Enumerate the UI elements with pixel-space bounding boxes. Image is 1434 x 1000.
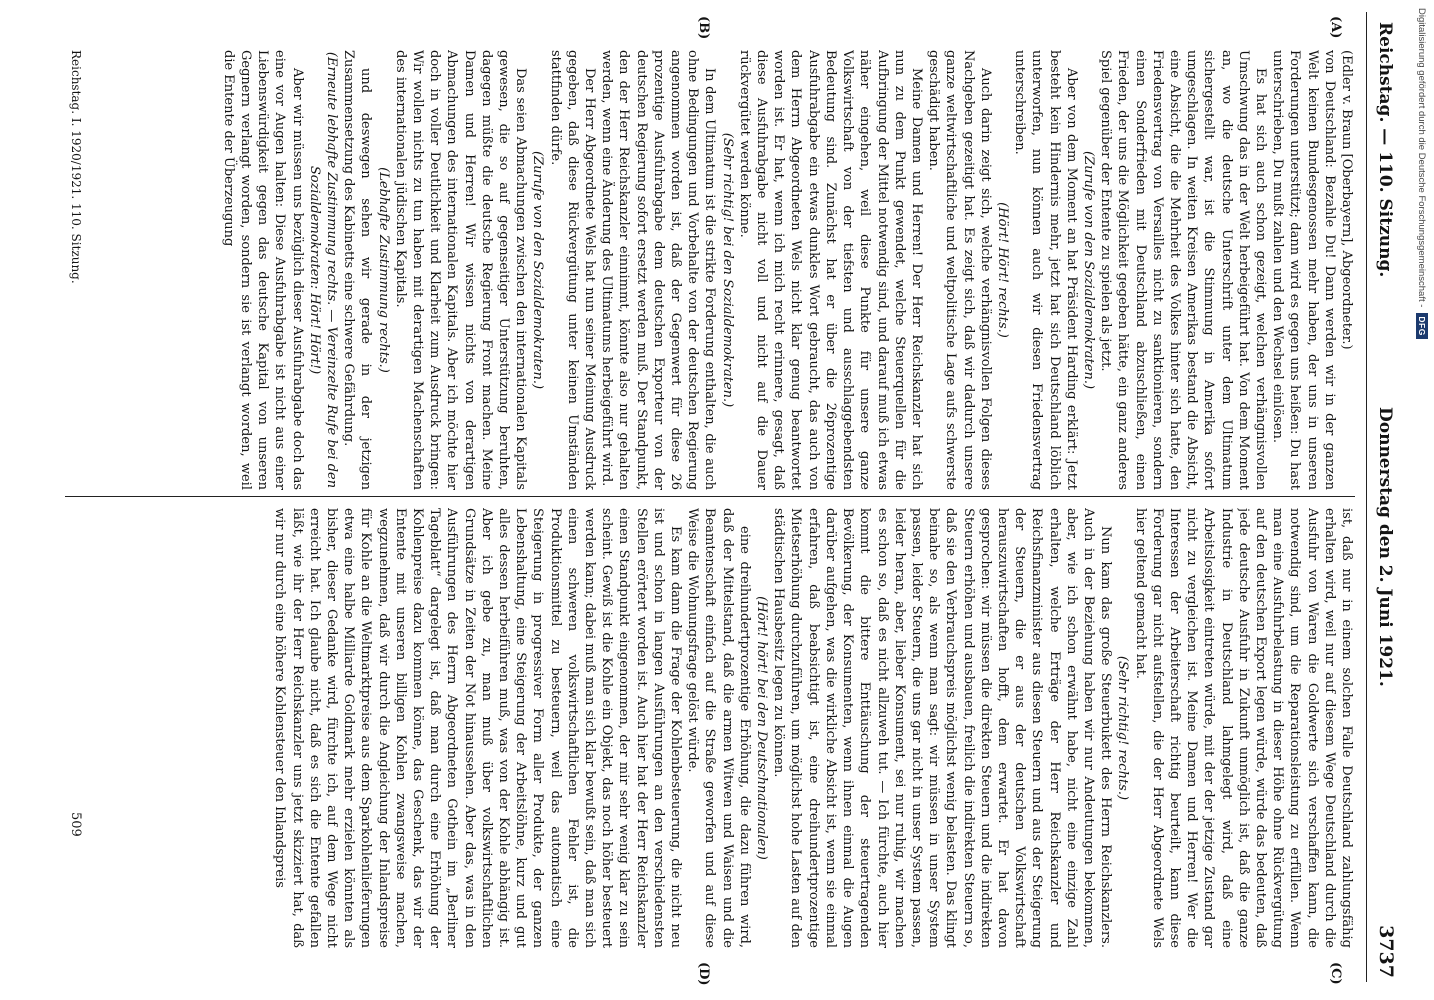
rotated-document-page <box>51 2 1401 992</box>
paragraph: ist, daß nur in einem solchen Falle Deutschland zahlungsfähig erhalten wird, weil nur auf diesem Wege Deutschland durch die Ausfuhr von Waren die Goldwerte sich verschaffen kann, die notwendig sind, um die Reparationsleistung zu erfüllen. Wenn man eine Ausfuhrbelastung in dieser Höhe ohne Rückvergütung auf den deutschen Export legen würde, würde das bedeuten, daß jede deutsche Ausfuhr in Zukunft unmöglich ist, daß die ganze Industrie in Deutschland lahmgelegt wird, daß eine Arbeitslosigkeit eintreten würde, mit der der jetzige Zustand gar nicht zu vergleichen ist. Meine Damen und Herren! Wer die Interessen der Arbeiterschaft richtig beurteilt, kann diese Forderung gar nicht aufstellen, die der Herr Abgeordnete Wels hier geltend gemacht hat. <box>1132 508 1354 948</box>
paragraph: Nun kam das große Steuerbukett des Herrn Reichskanzlers. Auch in der Beziehung haben wir nur Andeutungen bekommen, aber, wie ich schon erwähnt habe, nicht eine einzige Zahl erhalten, welche Erträge der Herr Reichskanzler und Reichsfinanzminister aus diesen Steuern und aus der Steigerung der Steuern, die er aus der deutschen Volkswirtschaft herauszuwirtschaften hofft, dem erwartet. Er hat davon gesprochen: wir müssen die direkten Steuern und die indirekten Steuern erhöhen und ausbauen, freilich die indirekten Steuern so, daß sie den Verbrauchspreis möglichst wenig belasten. Das klingt beinahe so, als wenn man sagt: wir müssen in unser System passen, leider Steuern, die uns gar nicht in unser System passen, leider heran, aber, lieber Konsument, sei nur ruhig, wir machen es schon so, daß es nicht allzuweh tut. — Ich fürchte, auch hier kommt die bittere Enttäuschung der steuertragenden Bevölkerung, der Konsumenten, wenn ihnen einmal die Augen darüber aufgehen, was die wirkliche Absicht ist, wenn sie einmal erfahren, daß beabsichtigt ist, eine dreihundertprozentige Mietserhöhung durchzuführen, um möglichst hohe Lasten auf den städtischen Hausbesitz legen zu können. <box>771 508 1114 948</box>
page-footer-number: 509 <box>68 812 83 837</box>
paragraph: von Deutschland: Bezahle Du! Dann werden wir in der ganzen Welt keinen Bundesgenossen mehr haben, der uns in unseren Forderungen unterstützt; dann wird es gegen uns heißen: Du hast unterschrieben, Du mußt zahlen und den Wechsel einlösen. <box>1270 50 1337 490</box>
paragraph: Der Herr Abgeordnete Wels hat nun seiner Meinung Ausdruck gegeben, daß diese Rückvergütung unter keinen Umständen stattfinden dürfe. <box>547 50 598 490</box>
paragraph: Es kam dann die Frage der Kohlenbesteuerung, die nicht neu ist und schon in langen Ausführungen an den verschiedensten Stellen erörtert worden ist. Auch hier hat der Herr Reichskanzler einen Standpunkt eingenommen, der mir sehr wenig klar zu sein scheint. Gewiß ist die Kohle ein Objekt, das noch höher besteuert werden kann; dabei muß man sich klar bewußt sein, daß man sich einen schweren volkswirtschaftlichen Fehler ist, die Produktionsmittel zu besteuern, weil das automatisch eine Steigerung in progressiver Form aller Produkte, der ganzen Lebenshaltung, eine Steigerung der Arbeitslöhne, kurz und gut alles dessen herbeiführen muß, was von der Kohle abhängig ist. Aber ich gebe zu, man muß über volkswirtschaftlichen Grundsätze in Zeiten der Not hinaussehen. Aber das, was in den Ausführungen des Herrn Abgeordneten Gothein im „Berliner Tageblatt“ dargelegt ist, daß man durch eine Erhöhung der Kohlenpreise dazu kommen könne, das Geschenk, das wir der Entente mit unseren billigen Kohlen zwangsweise machen, wegzunehmen, daß wir durch die Angleichung der Inlandspreise für Kohle an die Weltmarktpreise aus dem Sparkohlenlieferungen etwa eine halbe Milliarde Goldmark mehr erzielen könnten als bisher, dieser Gedanke wird, fürchte ich, auf dem Wege nicht erreicht hat. Ich glaube nicht, daß es sich die Entente gefallen läßt, wie ihr der Herr Reichskanzler uns jetzt skizziert hat, daß wir nur durch eine höhere Kohlensteuer den Inlandspreis <box>272 508 684 948</box>
paragraph: Das seien Abmachungen zwischen den internationalen Kapitals gewesen, die so auf gegenseitiger Unterstützung beruhten, dagegen müßte die deutsche Regierung Front machen. Meine Damen und Herren! Wir wissen nichts von derartigen Abmachungen des internationalen Kapitals. Aber ich möchte hier doch in voller Deutlichkeit und Klarheit zum Ausdruck bringen: Wir wollen nichts zu tun haben mit derartigen Machenschaften des internationalen jüdischen Kapitals. <box>392 50 529 490</box>
paragraph: und deswegen sehen wir gerade in der jetzigen Zusammensetzung des Kabinetts eine schwere Gefährdung. <box>341 50 374 490</box>
dfg-logo: DFG <box>1416 313 1428 338</box>
interjection: (Zurufe von den Sozialdemokraten.) <box>530 150 546 390</box>
interjection: (Sehr richtig! bei den Sozialdemokraten.) <box>719 132 735 408</box>
paragraph: Aber wir müssen uns bezüglich dieser Ausfuhrabgabe doch das eine vor Augen halten: Diese Ausfuhrabgabe ist nicht aus einer Liebenswürdigkeit gegen das deutsche Kapital von unseren Gegnern verlangt worden, sondern sie ist verlangt worden, weil die Entente der Überzeugung <box>220 50 305 490</box>
interjection: (Sehr richtig! rechts.) <box>1115 655 1131 801</box>
running-head <box>1357 2 1401 992</box>
digitization-credit-text: Digitalisierung gefördert durch die Deutsche Forschungsgemeinschaft - <box>1416 8 1428 308</box>
right-text-column <box>65 508 1355 948</box>
margin-marker-b: (B) <box>696 16 711 40</box>
interjection: (Zurufe von den Sozialdemokraten.) <box>1080 150 1096 390</box>
paragraph: Auch darin zeigt sich, welche verhängnisvollen Folgen dieses Nachgeben gezeitigt hat. Es zeigt sich, daß wir dadurch unsere ganze weltwirtschaftliche und weltpolitische Lage aufs schwerste geschädigt haben. <box>926 50 993 490</box>
page-footer: Reichstag. I. 1920/1921. 110. Sitzung. <box>69 50 83 284</box>
interjection: (Lebhafte Zustimmung rechts.) <box>375 167 391 373</box>
interjection: (Hört! hört! bei den Deutschnationalen) <box>754 596 770 860</box>
paragraph: (Edler v. Braun [Oberbayern], Abgeordneter.) <box>1339 50 1354 350</box>
margin-marker-a: (A) <box>1328 16 1343 39</box>
margin-marker-c: (C) <box>1328 962 1343 985</box>
paragraph: In dem Ultimatum ist die strikte Forderung enthalten, die auch ohne Bedingungen und Vorbehalte von der deutschen Regierung angenommen worden ist, daß der Gegenwert für diese 26 prozentige Ausfuhrabgabe dem deutschen Exporteur von der deutschen Regierung sofort ersetzt werden muß. Der Standpunkt, den der Herr Reichskanzler einnimmt, könnte also nur gehalten werden, wenn eine Änderung des Ultimatums herbeigeführt wird. <box>599 50 718 490</box>
margin-marker-d: (D) <box>696 962 711 986</box>
header-rule <box>1366 12 1367 982</box>
left-text-column <box>65 50 1355 490</box>
running-head-left: Reichstag. — 110. Sitzung. <box>1375 22 1395 278</box>
running-head-date: Donnerstag den 2. Juni 1921. <box>1375 407 1395 687</box>
page-header-number: 3737 <box>1375 925 1397 978</box>
paragraph: Meine Damen und Herren! Der Herr Reichskanzler hat sich nun zu dem Punkt gewendet, welche Steuerquellen für die Aufbringung der Mittel notwendig sind, und darauf muß ich etwas näher eingehen, weil diese Punkte für unsere ganze Volkswirtschaft von der tiefsten und ausschlaggebendsten Bedeutung sind. Zunächst hat er über die 26prozentige Ausfuhrabgabe ein etwas dunkles Wort gebraucht, das auch von dem Herrn Abgeordneten Wels nicht klar genug beantwortet worden ist. Er hat, wenn ich mich recht erinnere, gesagt, daß diese Ausfuhrabgabe nicht voll und nicht auf die Dauer rückvergütet werden könne. <box>736 50 924 490</box>
interjection: (Hört! Hört! rechts.) <box>994 202 1010 338</box>
paragraph: Aber von dem Moment an hat Präsident Harding erklärt: Jetzt besteht kein Hindernis mehr, jetzt hat sich Deutschland löblich unterworfen, nun können auch wir diesen Friedensvertrag unterschreiben. <box>1012 50 1079 490</box>
digitization-credit <box>1413 8 1431 992</box>
paragraph: eine dreihundertprozentige Erhöhung, die dazu führen wird, daß der Mittelstand, daß die armen Witwen und Waisen und die Beamtenschaft einfach auf die Straße geworfen und auf diese Weise die Wohnungsfrage gelöst würde. <box>685 508 752 948</box>
column-divider <box>65 496 1355 497</box>
paragraph: Es hat sich auch schon gezeigt, welchen verhängnisvollen Umschwung das in der Welt herbeigeführt hat. Von dem Moment an, wo die deutsche Unterschrift unter dem Ultimatum sichergestellt war, ist die Stimmung in Amerika sofort umgeschlagen. In weiten Kreisen Amerikas bestand die Absicht, eine Absicht, die die Mehrheit des Volkes hinter sich hatte, den Friedensvertrag von Versailles nicht zu sanktionieren, sondern einen Sonderfrieden mit Deutschland abzuschließen, einen Frieden, der uns die Möglichkeit gegeben hätte, ein ganz anderes Spiel gegenüber der Entente zu spielen als jetzt. <box>1098 50 1268 490</box>
interjection: (Erneute lebhafte Zustimmung rechts. — Vereinzelte Rufe bei den Sozialdemokraten: Hört! Hört!) <box>306 51 340 489</box>
